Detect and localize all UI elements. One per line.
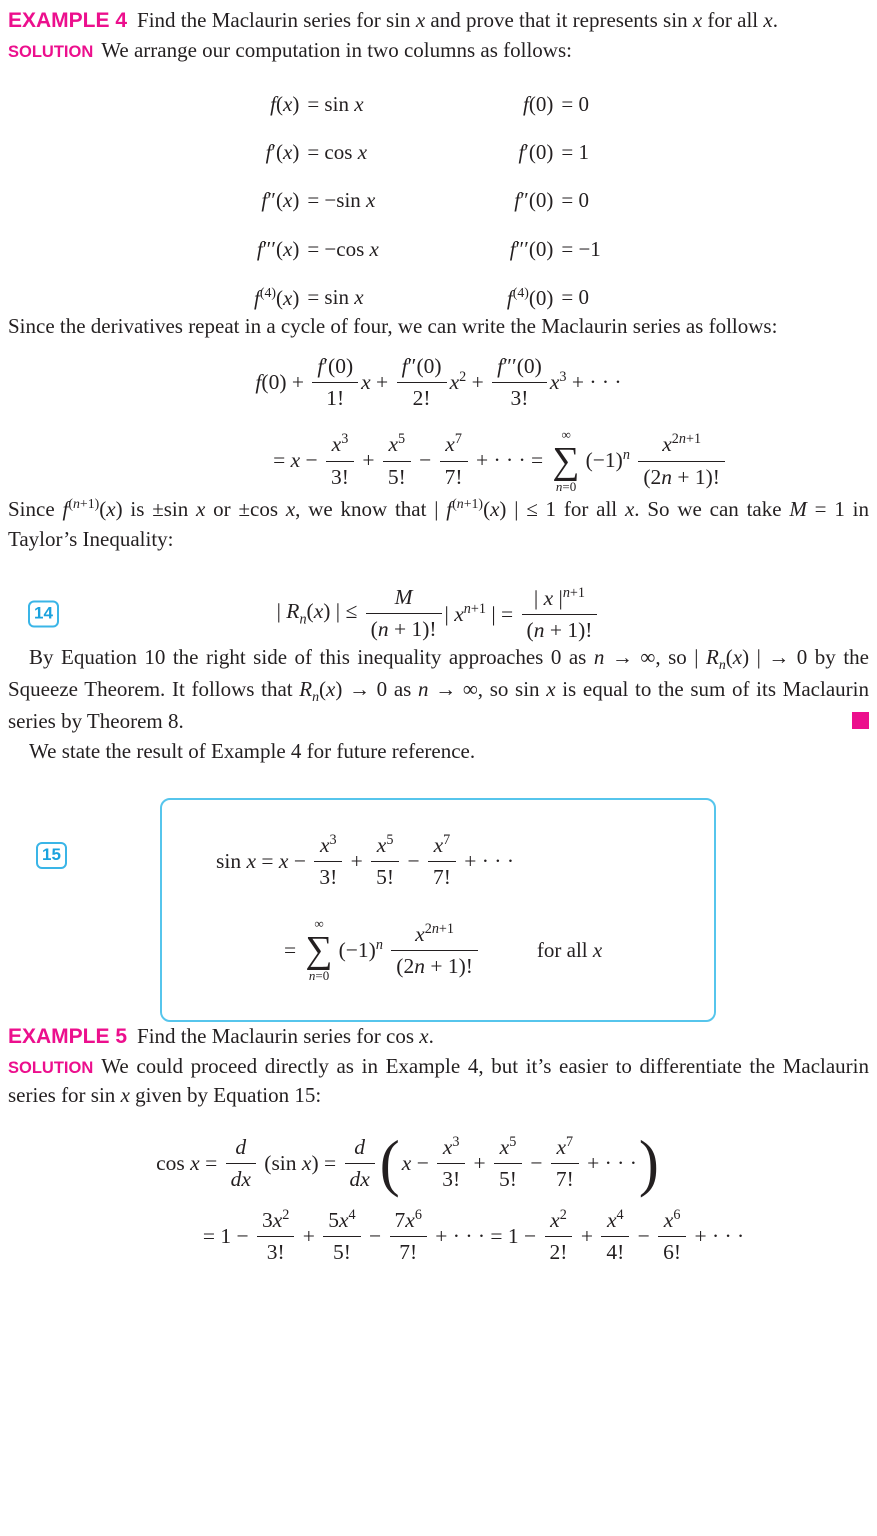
deriv-value-lhs: f′(0) xyxy=(518,139,554,164)
equation-15-box xyxy=(160,798,716,1021)
fraction: $\frac{x^7}{7!}$ xyxy=(551,1134,579,1192)
example4-heading xyxy=(8,6,869,36)
solution5-text: We could proceed directly as in Example 4, but it’s easier to differentiate the Maclaurin series for sin x given by Equation 15: xyxy=(8,1053,869,1108)
fraction: $\frac{x^7}{7!}$ xyxy=(440,431,468,489)
deriv-func-lhs: f(x) xyxy=(270,91,300,116)
fraction: $\frac{x^5}{5!}$ xyxy=(383,431,411,489)
fraction: $\frac{3x^2}{3!}$ xyxy=(257,1207,294,1265)
example5-label: EXAMPLE 5 xyxy=(8,1024,128,1048)
solution5-paragraph xyxy=(8,1052,869,1112)
fraction: $\frac{x^4}{4!}$ xyxy=(601,1207,629,1265)
math-text: $x^2$ + xyxy=(449,369,490,395)
deriv-func-rhs: = sin x xyxy=(307,284,364,309)
maclaurin-series-line1 xyxy=(8,354,869,411)
fraction: $\frac{M}{(n + 1)!}$ xyxy=(366,585,442,642)
math-text: (sin x) = xyxy=(258,1150,342,1175)
deriv-func-rhs: = cos x xyxy=(307,139,368,164)
squeeze-theorem-paragraph xyxy=(8,643,869,737)
deriv-func-rhs: = −sin x xyxy=(307,188,376,213)
summation-symbol: ∞ ∑ n=0 xyxy=(552,426,580,494)
example4-label: EXAMPLE 4 xyxy=(8,9,128,32)
sin-series-line2 xyxy=(284,916,481,983)
solution5-label: SOLUTION xyxy=(8,1058,94,1077)
deriv-func-lhs: f″(x) xyxy=(261,188,300,213)
maclaurin-series-line2 xyxy=(70,427,877,494)
math-text: | $x^{n+1}$ | = xyxy=(444,600,519,626)
solution4-label: SOLUTION xyxy=(8,42,94,61)
deriv-value-rhs: = 0 xyxy=(561,188,589,213)
math-text: + xyxy=(575,1223,599,1248)
fraction: $\frac{x^3}{3!}$ xyxy=(326,431,354,489)
fraction: $\frac{5x^4}{5!}$ xyxy=(323,1207,360,1265)
fraction: $\frac{d}{dx}$ xyxy=(226,1135,256,1192)
equation-15-block xyxy=(42,798,716,1021)
deriv-func-rhs: = sin x xyxy=(307,91,364,116)
big-paren: ( xyxy=(379,1128,400,1199)
end-of-proof-marker xyxy=(852,712,869,729)
equation-14-math xyxy=(8,585,869,643)
math-text: = x − xyxy=(273,448,324,473)
fraction: $\frac{f''(0)}{2!}$ xyxy=(397,354,447,411)
math-text: $x^3$ + · · · xyxy=(549,369,622,395)
deriv-value-rhs: = −1 xyxy=(561,236,601,261)
math-text: + xyxy=(297,1223,321,1248)
math-text: x + xyxy=(361,369,394,394)
derivatives-table xyxy=(254,91,869,312)
math-text: + · · · = 1 − xyxy=(429,1223,542,1248)
math-text: $(-1)^n$ xyxy=(585,447,630,473)
deriv-func-rhs: = −cos x xyxy=(307,236,379,261)
fraction: $\frac{x^{2n+1}}{(2n + 1)!}$ xyxy=(391,921,478,979)
solution4-paragraph xyxy=(8,36,869,66)
fraction: $\frac{x^2}{2!}$ xyxy=(545,1207,573,1265)
summation-symbol: ∞ ∑ n=0 xyxy=(305,916,333,984)
example4-text: Find the Maclaurin series for sin x and prove that it represents sin x for all x. xyxy=(137,8,778,32)
math-text: + xyxy=(356,448,380,473)
sin-series-line1 xyxy=(216,832,704,890)
example5-text: Find the Maclaurin series for cos x. xyxy=(137,1023,434,1048)
math-text: − xyxy=(402,848,425,873)
math-text: = xyxy=(284,937,302,962)
example5-heading xyxy=(8,1022,869,1052)
fraction: $\frac{x^3}{3!}$ xyxy=(437,1134,465,1192)
taylor-inequality-paragraph: Since $f^{(n+1)}(x)$ is ±sin x or ±cos x, we know that | $f^{(n+1)}(x)$ | ≤ 1 for all x. So we can take M = 1 in Taylor’s Inequality: xyxy=(8,496,869,552)
deriv-value-lhs: $f^{(4)}(0)$ xyxy=(506,284,554,310)
deriv-func-lhs: f′(x) xyxy=(265,139,300,164)
deriv-func-lhs: f″′(x) xyxy=(256,236,300,261)
math-text: x − xyxy=(401,1150,435,1175)
math-text: − xyxy=(632,1223,656,1248)
cos-series-line2 xyxy=(43,1207,877,1265)
reference-note-paragraph: We state the result of Example 4 for future reference. xyxy=(29,738,476,763)
math-text: + xyxy=(468,1150,492,1175)
math-text: − xyxy=(524,1150,548,1175)
math-text: $(-1)^n$ xyxy=(338,937,383,963)
sin-series-line2-row xyxy=(284,916,704,983)
math-text: − xyxy=(363,1223,387,1248)
math-text: + · · · = xyxy=(470,448,549,473)
squeeze-theorem-text: By Equation 10 the right side of this inequality approaches 0 as n → ∞, so | $R_n(x)$ | → 0 by the Squeeze Theorem. It follows that $R_n(x) \to 0$ as n → ∞, so sin x is equal to the sum of its Maclaurin series by Theorem 8. xyxy=(8,644,869,733)
deriv-value-rhs: = 1 xyxy=(561,139,589,164)
fraction: $\frac{d}{dx}$ xyxy=(345,1135,375,1192)
math-text: + xyxy=(345,848,369,873)
deriv-value-lhs: f″′(0) xyxy=(509,236,554,261)
cycle-paragraph: Since the derivatives repeat in a cycle of four, we can write the Maclaurin series as follows: xyxy=(8,314,778,339)
math-text: − xyxy=(413,448,437,473)
for-all-x-label: for all x xyxy=(536,937,603,962)
fraction: $\frac{x^3}{3!}$ xyxy=(314,832,342,890)
equation-14 xyxy=(8,585,869,643)
fraction: $\frac{f'''(0)}{3!}$ xyxy=(492,354,547,411)
deriv-value-rhs: = 0 xyxy=(561,91,589,116)
math-text: f(0) + xyxy=(255,369,310,394)
deriv-value-rhs: = 0 xyxy=(561,284,589,309)
math-text: cos x = xyxy=(156,1150,223,1175)
fraction: $\frac{x^7}{7!}$ xyxy=(428,832,456,890)
math-text: + · · · xyxy=(458,848,514,873)
math-text: = 1 − xyxy=(202,1223,254,1248)
fraction: $\frac{x^5}{5!}$ xyxy=(371,832,399,890)
fraction: $\frac{7x^6}{7!}$ xyxy=(390,1207,427,1265)
fraction: $\frac{x^{2n+1}}{(2n + 1)!}$ xyxy=(638,431,725,489)
math-text: + · · · xyxy=(689,1223,745,1248)
cos-series-line1 xyxy=(0,1128,839,1199)
solution4-text: We arrange our computation in two columns as follows: xyxy=(101,37,572,62)
deriv-value-lhs: f″(0) xyxy=(514,188,554,213)
deriv-value-lhs: f(0) xyxy=(523,91,554,116)
math-text: | $R_n(x)$ | ≤ xyxy=(276,599,363,628)
equation-15-number: 15 xyxy=(36,842,67,869)
fraction: $\frac{f'(0)}{1!}$ xyxy=(312,354,358,411)
math-text: sin x = x − xyxy=(216,848,312,873)
math-text: + · · · xyxy=(581,1150,637,1175)
fraction: $\frac{x^5}{5!}$ xyxy=(494,1134,522,1192)
big-paren: ) xyxy=(638,1128,659,1199)
fraction: $\frac{x^6}{6!}$ xyxy=(658,1207,686,1265)
deriv-func-lhs: $f^{(4)}(x)$ xyxy=(254,284,300,310)
fraction: $\frac{| x |^{n+1}}{(n + 1)!}$ xyxy=(522,585,598,643)
equation-14-number: 14 xyxy=(28,600,59,627)
